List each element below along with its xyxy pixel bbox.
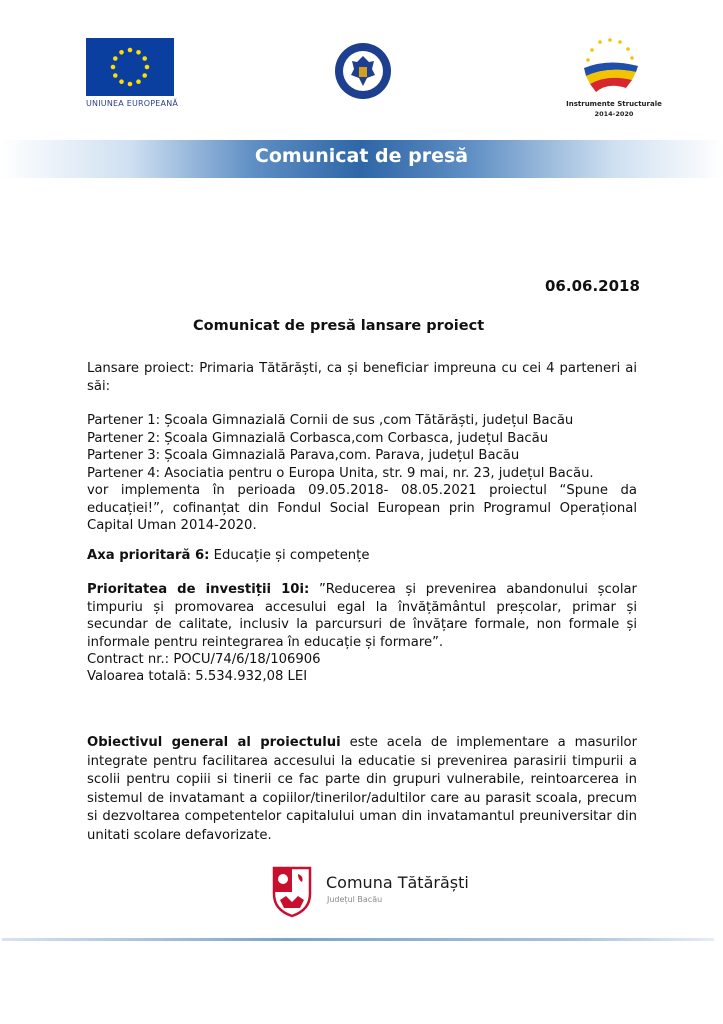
intro-paragraph: Lansare proiect: Primaria Tătărăști, ca și beneficiar impreuna cu cei 4 parteneri ai săi:: [87, 361, 637, 394]
partners-block: [87, 412, 637, 482]
general-objective: [87, 734, 637, 845]
coat-of-arms-icon: [272, 866, 312, 918]
general-objective-text: este acela de implementare a masurilor integrate pentru facilitarea accesului la educatie si prevenirea parasirii timpurii a scolii pentru copiii si tinerii ce fac parte din grupuri vulnerabile, reintoarcerea in sistemul de invatamant a copiilor/tinerilor/adultilor care au parasit scoala, precum si dezvoltarea competentelor capitalului uman din invatamantul preuniversitar din unitati scolare defavorizate.: [87, 735, 638, 843]
investment-priority-label: Prioritatea de investiții 10i:: [87, 582, 310, 597]
commune-name: Comuna Tătărăști: [326, 873, 469, 892]
structural-instruments-years: 2014-2020: [594, 110, 634, 118]
investment-priority-text: ”Reducerea și prevenirea abandonului școlar timpuriu și promovarea accesului egal la învățământul preșcolar, primar și secundar de calitate, inclusiv la parcursuri de învățare formale, non formale și informale pentru reintegrarea în educație și formare”.: [87, 582, 637, 650]
banner-title: Comunicat de presă: [254, 145, 469, 167]
commune-crest-logo: [272, 866, 312, 918]
partner-4: Partener 4: Asociatia pentru o Europa Unita, str. 9 mai, nr. 23, județul Bacău.: [87, 465, 594, 481]
contract-number: Contract nr.: POCU/74/6/18/106906: [87, 652, 321, 667]
investment-priority: [87, 581, 637, 651]
flag-swoosh-icon: [578, 36, 644, 96]
romanian-coat-of-arms-icon: [334, 42, 392, 100]
priority-axis: [87, 547, 637, 565]
structural-instruments-title: Instrumente Structurale: [566, 100, 662, 108]
partner-3: Partener 3: Școala Gimnazială Parava,com. Parava, județul Bacău: [87, 448, 520, 463]
document-date: 06.06.2018: [545, 277, 640, 295]
general-objective-label: Obiectivul general al proiectului: [87, 735, 341, 750]
footer-divider: [2, 938, 714, 941]
partner-1: Partener 1: Școala Gimnazială Cornii de sus ,com Tătărăști, județul Bacău: [87, 413, 574, 428]
partner-2: Partener 2: Școala Gimnazială Corbasca,com Corbasca, județul Bacău: [87, 430, 549, 446]
eu-flag-logo: [86, 38, 174, 96]
county-name: Județul Bacău: [327, 895, 383, 904]
priority-axis-value: Educație și competențe: [213, 548, 370, 563]
total-value: Valoarea totală: 5.534.932,08 LEI: [87, 669, 308, 684]
structural-instruments-logo: [578, 36, 644, 96]
implementation-paragraph: vor implementa în perioada 09.05.2018- 08.05.2021 proiectul “Spune da educației!”, cofinanțat din Fondul Social European prin Programul Operațional Capital Uman 2014-2020.: [87, 483, 637, 533]
eu-stars-icon: [86, 38, 174, 96]
eu-caption: UNIUNEA EUROPEANĂ: [86, 99, 179, 108]
priority-axis-label: Axa prioritară 6:: [87, 548, 210, 563]
government-seal-logo: [334, 42, 392, 100]
document-heading: Comunicat de presă lansare proiect: [193, 318, 485, 334]
